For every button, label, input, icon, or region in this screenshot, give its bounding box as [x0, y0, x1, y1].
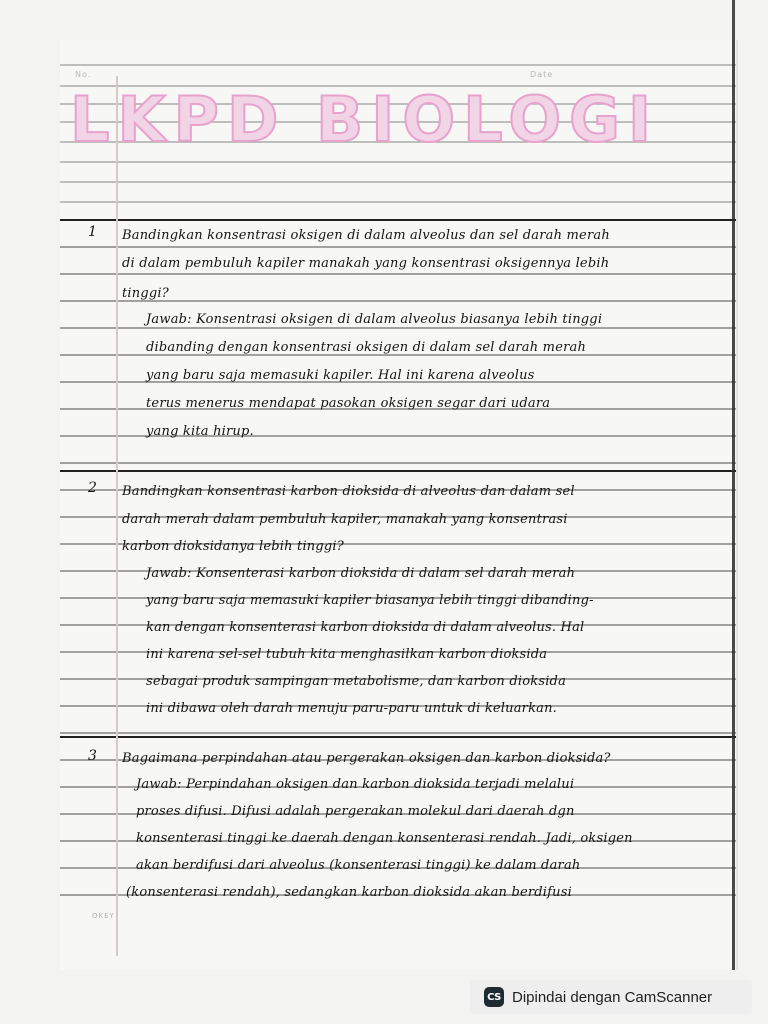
answer-2-line-1: Jawab: Konsenterasi karbon dioksida di dalam sel darah merah — [146, 566, 576, 581]
answer-2-line-4: ini karena sel-sel tubuh kita menghasilkan karbon dioksida — [146, 647, 548, 662]
header-date-label: Date — [530, 70, 554, 79]
page-footer-mark: OKEY — [92, 912, 115, 920]
margin-line — [116, 76, 118, 956]
answer-3-line-1: Jawab: Perpindahan oksigen dan karbon dioksida terjadi melalui — [136, 777, 575, 792]
answer-1-line-3: yang baru saja memasuki kapiler. Hal ini karena alveolus — [146, 368, 535, 383]
camscanner-label: Dipindai dengan CamScanner — [512, 988, 713, 1006]
header-no-label: No. — [75, 70, 92, 79]
answer-2-line-6: ini dibawa oleh darah menuju paru-paru untuk di keluarkan. — [146, 701, 558, 716]
answer-3-line-3: konsenterasi tinggi ke daerah dengan konsenterasi rendah. Jadi, oksigen — [136, 831, 633, 846]
answer-1-line-2: dibanding dengan konsentrasi oksigen di dalam sel darah merah — [146, 340, 587, 355]
answer-1-line-1: Jawab: Konsentrasi oksigen di dalam alveolus biasanya lebih tinggi — [146, 312, 603, 327]
question-1-line-1: Bandingkan konsentrasi oksigen di dalam alveolus dan sel darah merah — [122, 228, 610, 243]
answer-1-line-4: terus menerus mendapat pasokan oksigen segar dari udara — [146, 396, 551, 411]
question-3-line-1: Bagaimana perpindahan atau pergerakan oksigen dan karbon dioksida? — [122, 751, 611, 766]
answer-3-line-4: akan berdifusi dari alveolus (konsenterasi tinggi) ke dalam darah — [136, 858, 581, 873]
answer-2-line-3: kan dengan konsenterasi karbon dioksida di dalam alveolus. Hal — [146, 620, 585, 635]
question-number: 3 — [88, 748, 97, 764]
question-1-line-2: di dalam pembuluh kapiler manakah yang konsentrasi oksigennya lebih — [122, 256, 610, 271]
answer-2-line-2: yang baru saja memasuki kapiler biasanya lebih tinggi dibanding- — [146, 593, 594, 608]
question-2-line-3: karbon dioksidanya lebih tinggi? — [122, 539, 344, 554]
question-2-line-1: Bandingkan konsentrasi karbon dioksida di alveolus dan dalam sel — [122, 484, 575, 499]
page-edge — [732, 0, 735, 970]
question-1-line-3: tinggi? — [122, 286, 169, 301]
answer-3-line-5: (konsenterasi rendah), sedangkan karbon dioksida akan berdifusi — [126, 885, 572, 900]
camscanner-icon: CS — [484, 987, 504, 1007]
camscanner-watermark — [470, 980, 752, 1014]
answer-1-line-5: yang kita hirup. — [146, 424, 254, 439]
answer-3-line-2: proses difusi. Difusi adalah pergerakan molekul dari daerah dgn — [136, 804, 575, 819]
page-title: LKPD BIOLOGI — [70, 83, 660, 156]
answer-2-line-5: sebagai produk sampingan metabolisme, dan karbon dioksida — [146, 674, 567, 689]
question-number: 2 — [88, 480, 97, 496]
question-2-line-2: darah merah dalam pembuluh kapiler, manakah yang konsentrasi — [122, 512, 568, 527]
question-number: 1 — [88, 224, 97, 240]
